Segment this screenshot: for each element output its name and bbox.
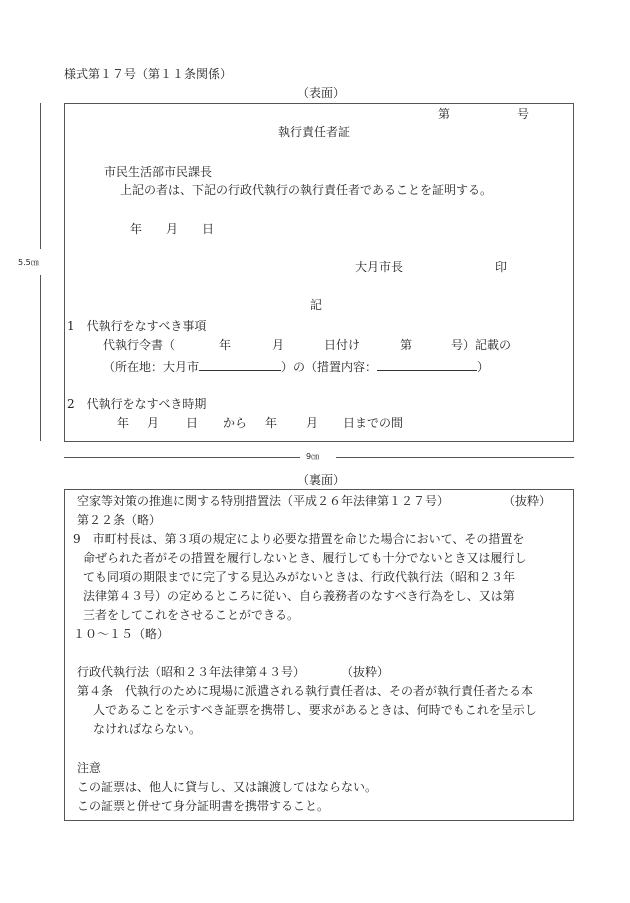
- issue-date: 年 月 日: [130, 222, 215, 236]
- location-prefix: （所在地：大月市: [103, 360, 200, 374]
- para9-line1: 9 市町村長は、第３項の規定により必要な措置を命じた場合において、その措置を: [73, 532, 525, 546]
- para9-line3: ても同項の期限までに完了する見込みがないときは、行政代執行法（昭和２３年: [83, 570, 516, 584]
- width-dim-line-left: [64, 457, 300, 458]
- law1-title: 空家等対策の推進に関する特別措置法（平成２６年法律第１２７号）: [77, 494, 450, 508]
- article22: 第２２条（略）: [77, 513, 162, 527]
- order-year: 年: [219, 338, 232, 352]
- front-card: [64, 103, 574, 442]
- item1-title: 1 代執行をなすべき事項: [67, 319, 207, 333]
- order-go: 号）記載の: [451, 338, 512, 352]
- para9-line4: 法律第４３号）の定めるところに従い、自ら義務者のなすべき行為をし、又は第: [83, 589, 515, 603]
- height-dim-line-top: [40, 103, 41, 249]
- period-from: から: [223, 416, 248, 430]
- article4-line1: 第４条 代執行のために現場に派遣される執行責任者は、その者が執行責任者たる本: [77, 684, 534, 698]
- ki-heading: 記: [310, 298, 323, 312]
- department: 市民生活部市民課長: [104, 165, 213, 179]
- period-month2: 月: [306, 416, 319, 430]
- article4-line3: なければならない。: [93, 722, 202, 736]
- item2-title: 2 代執行をなすべき時期: [67, 397, 207, 411]
- period-month1: 月: [147, 416, 160, 430]
- order-month: 月: [272, 338, 285, 352]
- order-date: 日付け: [324, 338, 361, 352]
- order-dai: 第: [400, 338, 413, 352]
- para10-15: １０～１５（略）: [73, 627, 170, 641]
- period-until: 日までの間: [343, 416, 404, 430]
- seal-mark: 印: [495, 260, 508, 274]
- period-year2: 年: [265, 416, 278, 430]
- location-blank: [199, 359, 281, 371]
- number-go: 号: [517, 107, 530, 121]
- article4-line2: 人であることを示すべき証票を携帯し、要求があるときは、何時でもこれを呈示し: [93, 703, 537, 717]
- note-2: この証票と併せて身分証明書を携帯すること。: [77, 799, 330, 813]
- width-dim-label: 9㎝: [306, 452, 320, 461]
- certify-text: 上記の者は、下記の行政代執行の執行責任者であることを証明する。: [120, 183, 493, 197]
- form-label: 様式第１７号（第１１条関係）: [64, 67, 233, 81]
- front-caption: （表面）: [297, 86, 346, 100]
- law1-extract: （抜粋）: [503, 494, 552, 508]
- note-1: この証票は、他人に貸与し、又は譲渡してはならない。: [77, 780, 378, 794]
- period-year1: 年: [117, 416, 130, 430]
- law2-extract: （抜粋）: [341, 665, 390, 679]
- period-day1: 日: [186, 416, 199, 430]
- law2-title: 行政代執行法（昭和２３年法律第４３号）: [77, 665, 306, 679]
- measure-prefix: ）の（措置内容：: [281, 360, 378, 374]
- number-dai: 第: [438, 107, 451, 121]
- height-dim-label: 5.5㎝: [18, 258, 39, 267]
- card-title: 執行責任者証: [278, 125, 351, 139]
- height-dim-line-bottom: [40, 275, 41, 441]
- measure-close: ）: [477, 360, 490, 374]
- back-card: [64, 489, 574, 821]
- para9-line5: 三者をしてこれをさせることができる。: [83, 608, 300, 622]
- order-open: 代執行令書（: [103, 338, 176, 352]
- notes-title: 注意: [77, 761, 102, 775]
- location-row: [103, 359, 489, 373]
- para9-line2: 命ぜられた者がその措置を履行しないとき、履行しても十分でないとき又は履行し: [83, 551, 527, 565]
- measure-blank: [377, 359, 477, 371]
- mayor: 大月市長: [355, 260, 404, 274]
- width-dim-line-right: [336, 457, 574, 458]
- back-caption: （裏面）: [297, 473, 346, 487]
